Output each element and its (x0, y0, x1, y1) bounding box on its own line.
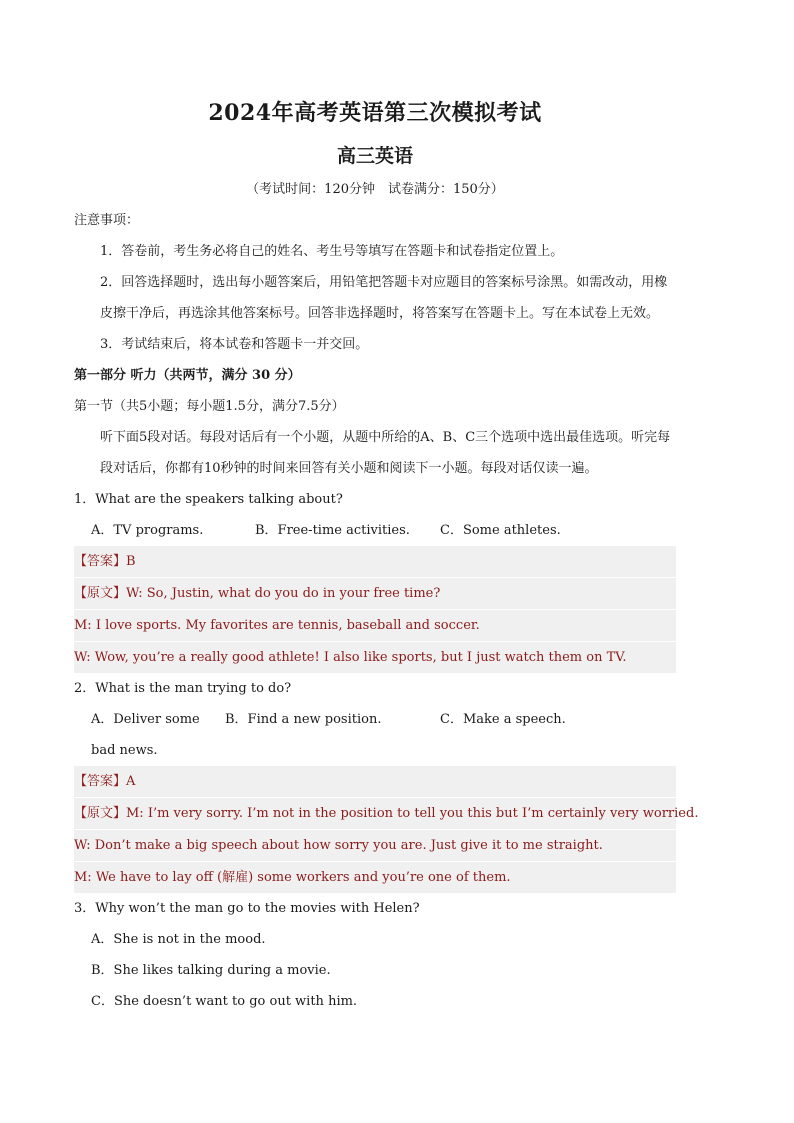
section1-heading: 第一节（共5小题；每小题1.5分，满分7.5分） (74, 399, 345, 414)
exam-meta: （考试时间：120分钟 试卷满分：150分） (246, 182, 504, 197)
q1-option-b: B．Free-time activities. (255, 523, 410, 538)
question-1-stem: 1．What are the speakers talking about? (74, 492, 343, 507)
part1-heading: 第一部分 听力（共两节，满分 30 分） (74, 368, 301, 383)
q2-option-c: C．Make a speech. (440, 712, 566, 727)
q1-answer: 【答案】B (74, 554, 136, 569)
note-item-1: 1．答卷前，考生务必将自己的姓名、考生号等填写在答题卡和试卷指定位置上。 (100, 244, 564, 259)
q1-option-a: A．TV programs. (91, 523, 204, 538)
question-2-options (74, 704, 676, 766)
exam-subtitle: 高三英语 (336, 145, 413, 167)
q2-option-a: A．Deliver some bad news. (91, 712, 200, 758)
q1-transcript-line-1: 【原文】W: So, Justin, what do you do in your free time? (74, 577, 676, 609)
q1-transcript-line-2: M: I love sports. My favorites are tennis, baseball and soccer. (74, 609, 676, 641)
q1-option-c: C．Some athletes. (440, 523, 561, 538)
exam-title: 2024年高考英语第三次模拟考试 (208, 100, 542, 126)
question-1-answer-block (74, 546, 676, 673)
question-1-options (74, 515, 676, 546)
question-2-answer-block (74, 766, 699, 893)
question-2-stem: 2．What is the man trying to do? (74, 681, 292, 696)
q2-transcript-line-1: 【原文】M: I’m very sorry. I’m not in the position to tell you this but I’m certainly very worried. (74, 797, 676, 829)
q2-transcript-line-2: W: Don’t make a big speech about how sorry you are. Just give it to me straight. (74, 829, 676, 861)
note-item-3: 3．考试结束后，将本试卷和答题卡一并交回。 (100, 337, 369, 352)
question-3-stem: 3．Why won’t the man go to the movies with Helen? (74, 901, 420, 916)
exam-page (74, 96, 699, 1017)
q1-transcript-line-3: W: Wow, you’re a really good athlete! I also like sports, but I just watch them on TV. (74, 641, 676, 673)
q2-answer: 【答案】A (74, 774, 136, 789)
q2-option-b: B．Find a new position. (225, 712, 382, 727)
listening-instructions: 听下面5段对话。每段对话后有一个小题，从题中所给的A、B、C三个选项中选出最佳选项。听完每段对话后，你都有10秒钟的时间来回答有关小题和阅读下一小题。每段对话仅读一遍。 (100, 430, 671, 476)
note-item-2: 2．回答选择题时，选出每小题答案后，用铅笔把答题卡对应题目的答案标号涂黑。如需改动，用橡皮擦干净后，再选涂其他答案标号。回答非选择题时，将答案写在答题卡上。写在本试卷上无效。 (100, 275, 668, 321)
q3-option-c: C．She doesn’t want to go out with him. (91, 994, 358, 1009)
q3-option-b: B．She likes talking during a movie. (91, 963, 331, 978)
q2-transcript-line-3: M: We have to lay off (解雇) some workers and you’re one of them. (74, 861, 676, 893)
notes-heading: 注意事项： (74, 213, 140, 228)
q3-option-a: A．She is not in the mood. (91, 932, 266, 947)
